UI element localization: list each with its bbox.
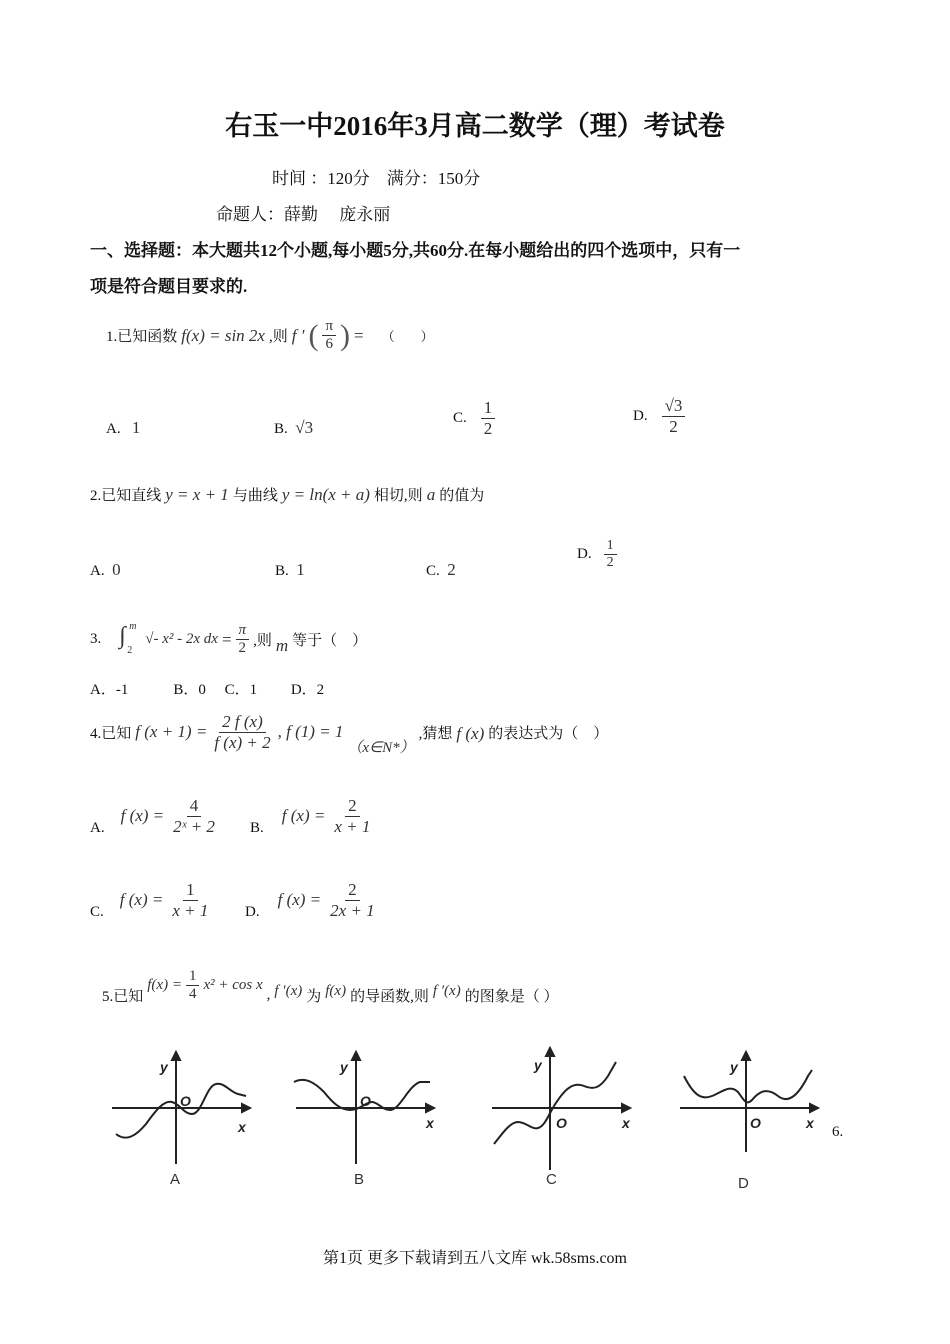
fraction-denominator: 2: [238, 640, 247, 657]
fraction-denominator: 2ˣ + 2: [173, 816, 215, 836]
fraction-numerator: 2: [345, 796, 360, 817]
page-footer[interactable]: 第1页 更多下载请到五八文库 wk.58sms.com: [322, 1250, 627, 1267]
q1-left-paren: (: [308, 318, 319, 352]
q5-mid1: 为: [306, 989, 322, 1006]
fraction-numerator: 1: [481, 398, 496, 419]
option-fraction: [662, 396, 686, 436]
option-fraction: [331, 796, 373, 836]
curve-c: [494, 1062, 616, 1144]
section-heading-line1: 一、选择题：本大题共12个小题,每小题5分,共60分.在每小题给出的四个选项中，只有一: [90, 241, 741, 260]
question-6-number: 6.: [832, 1124, 844, 1140]
x-axis-arrow: [426, 1104, 434, 1112]
y-axis-arrow: [742, 1052, 750, 1060]
option-lhs: f (x) =: [120, 806, 165, 826]
graph-d-x-label: x: [806, 1115, 814, 1131]
graph-b-label: B: [354, 1171, 365, 1188]
option-label: B.: [274, 421, 288, 437]
q1-mid: ,则: [268, 329, 288, 346]
option-label: C.: [426, 563, 440, 579]
option-label: B.: [250, 819, 264, 836]
q3-mid: ,则: [253, 633, 272, 650]
option-lhs: f (x) =: [277, 890, 322, 910]
q2-option-d[interactable]: [577, 538, 617, 571]
q4-prefix: 4.已知: [90, 725, 132, 742]
q2-option-b[interactable]: [275, 560, 305, 580]
fraction-numerator: √3: [662, 396, 686, 417]
fraction-denominator: 2: [606, 555, 614, 571]
curve-a: [116, 1084, 246, 1138]
fraction-denominator: f (x) + 2: [214, 732, 271, 752]
q2-mid2: 相切,则: [373, 488, 423, 504]
q3-prefix: 3.: [90, 631, 102, 648]
q1-derivative: f ′: [291, 325, 305, 345]
graph-a-x-label: x: [238, 1119, 246, 1135]
q1-blank: （ ）: [381, 329, 434, 345]
option-lhs: f (x) =: [281, 806, 326, 826]
graph-d[interactable]: [680, 1052, 818, 1152]
fraction-numerator: 4: [187, 796, 202, 817]
question-5: [102, 968, 558, 1004]
fraction-denominator: x + 1: [334, 816, 371, 836]
option-value: 2: [447, 560, 456, 579]
q2-line-equation: y = x + 1: [165, 484, 229, 504]
graph-d-y-label: y: [730, 1059, 738, 1075]
section-heading-line2: 项是符合题目要求的.: [90, 277, 248, 296]
fraction-numerator: π: [236, 622, 250, 640]
graph-b-origin: O: [360, 1093, 371, 1109]
q5-graphs: [100, 1040, 840, 1200]
fraction-denominator: x + 1: [172, 900, 209, 920]
q3-integrand: √- x² - 2x dx: [145, 631, 218, 648]
q4-option-b[interactable]: [250, 796, 373, 836]
q4-fraction: [211, 712, 273, 752]
q1-function: f(x) = sin 2x: [181, 325, 265, 345]
q3-variable: m: [275, 635, 289, 655]
q1-six: 6: [325, 336, 333, 353]
q5-rest: x² + cos x: [203, 977, 263, 994]
option-fraction: [170, 796, 218, 836]
q4-suffix: ,猜想: [418, 725, 453, 742]
option-value: 1: [296, 560, 305, 579]
graph-c-origin: O: [556, 1115, 567, 1131]
exam-time: 时间 ：120分 满分：150分: [272, 169, 481, 188]
integral-upper-limit: m: [129, 620, 137, 632]
curve-d: [684, 1070, 812, 1102]
q2-mid1: 与曲线: [232, 488, 278, 504]
q2-suffix: 的值为: [439, 488, 485, 504]
q4-domain: （x∈N*）: [347, 739, 415, 756]
y-axis-arrow: [352, 1052, 360, 1060]
fraction-numerator: 2 f (x): [219, 712, 266, 733]
q1-right-paren: ): [340, 318, 351, 352]
x-axis-arrow: [242, 1104, 250, 1112]
question-4: [90, 712, 609, 756]
q5-fraction: [186, 968, 200, 1004]
fraction-denominator: 2: [669, 416, 678, 436]
page-title: 右玉一中2016年3月高二数学（理）考试卷: [225, 111, 725, 141]
q5-prefix: 5.已知: [102, 989, 144, 1006]
option-label: A.: [90, 819, 105, 836]
graph-a-y-label: y: [160, 1059, 168, 1075]
option-label: A.: [90, 563, 105, 579]
option-label: D.: [577, 546, 592, 563]
fraction-denominator: 4: [188, 986, 197, 1003]
option-fraction: [327, 880, 378, 920]
graph-d-origin: O: [750, 1115, 761, 1131]
q3-equals: =: [221, 629, 232, 649]
option-label: D.: [633, 407, 648, 424]
q3-options[interactable]: A．-1 B．0 C．1 D．2: [90, 682, 325, 698]
graph-c-label: C: [546, 1171, 557, 1188]
graph-b-x-label: x: [426, 1115, 434, 1131]
question-2: [90, 484, 484, 505]
fraction-numerator: 1: [604, 538, 617, 555]
option-fraction: [481, 398, 496, 438]
graph-a-origin: O: [180, 1093, 191, 1109]
q5-fx2: f(x): [325, 983, 347, 1000]
q4-condition: , f (1) = 1: [277, 722, 344, 742]
q1-option-a[interactable]: [106, 418, 140, 438]
q2-curve-equation: y = ln(x + a): [281, 484, 370, 504]
q3-integral: [119, 620, 141, 657]
option-value: 1: [131, 418, 141, 437]
y-axis-arrow: [546, 1048, 554, 1056]
q4-option-d[interactable]: [245, 880, 378, 920]
graph-a-label: A: [170, 1171, 181, 1188]
question-1: [106, 318, 434, 354]
q2-option-a[interactable]: [90, 560, 121, 580]
q5-comma: ,: [266, 987, 271, 1004]
graph-c-y-label: y: [534, 1057, 542, 1073]
x-axis-arrow: [622, 1104, 630, 1112]
q5-fx: f(x) =: [147, 977, 182, 994]
q1-pi-over-6: [322, 318, 336, 354]
option-fraction: [604, 538, 617, 571]
q2-option-c[interactable]: [426, 560, 456, 580]
fraction-numerator: 2: [345, 880, 360, 901]
q5-fpx: f ′(x): [274, 983, 303, 1000]
q4-option-c[interactable]: [90, 880, 211, 920]
q4-lhs: f (x + 1) =: [135, 722, 208, 742]
fraction-denominator: 2x + 1: [330, 900, 375, 920]
q2-prefix: 2.已知直线: [90, 488, 162, 504]
q1-prefix: 1.已知函数: [106, 329, 178, 346]
exam-authors: 命题人：薛勤 庞永丽: [216, 205, 391, 224]
integral-lower-limit: 2: [127, 644, 133, 656]
q1-pi: π: [322, 318, 336, 336]
option-label: D.: [245, 903, 260, 920]
integral-sign: ∫: [119, 622, 126, 649]
q5-mid2: 的导函数,则: [350, 989, 429, 1006]
y-axis-arrow: [172, 1052, 180, 1060]
graph-c-x-label: x: [622, 1115, 630, 1131]
option-lhs: f (x) =: [119, 890, 164, 910]
q5-fpx2: f ′(x): [432, 983, 461, 1000]
option-fraction: [169, 880, 211, 920]
question-3: [90, 622, 367, 658]
q4-option-a[interactable]: [90, 796, 218, 836]
fraction-numerator: 1: [183, 880, 198, 901]
option-value: √3: [295, 418, 314, 437]
option-label: A.: [106, 421, 121, 437]
option-value: 0: [112, 560, 121, 579]
q5-suffix: 的图象是（ ）: [464, 989, 559, 1006]
fraction-denominator: 2: [483, 418, 493, 438]
graph-b-y-label: y: [340, 1059, 348, 1075]
q3-pi-over-2: [236, 622, 250, 658]
q1-option-b[interactable]: [274, 418, 313, 438]
q3-suffix: 等于（ ）: [292, 633, 368, 650]
option-label: C.: [453, 409, 467, 426]
q4-fx: f (x): [456, 724, 485, 744]
fraction-numerator: 1: [186, 968, 200, 986]
q1-equals: =: [354, 325, 364, 345]
option-label: C.: [90, 903, 104, 920]
graph-c[interactable]: [492, 1048, 630, 1170]
option-label: B.: [275, 563, 289, 579]
q1-option-c[interactable]: [453, 398, 495, 438]
graph-d-label: D: [738, 1175, 749, 1192]
x-axis-arrow: [810, 1104, 818, 1112]
q1-option-d[interactable]: [633, 396, 685, 436]
q4-tail: 的表达式为（ ）: [488, 725, 609, 742]
q2-variable: a: [426, 484, 436, 504]
